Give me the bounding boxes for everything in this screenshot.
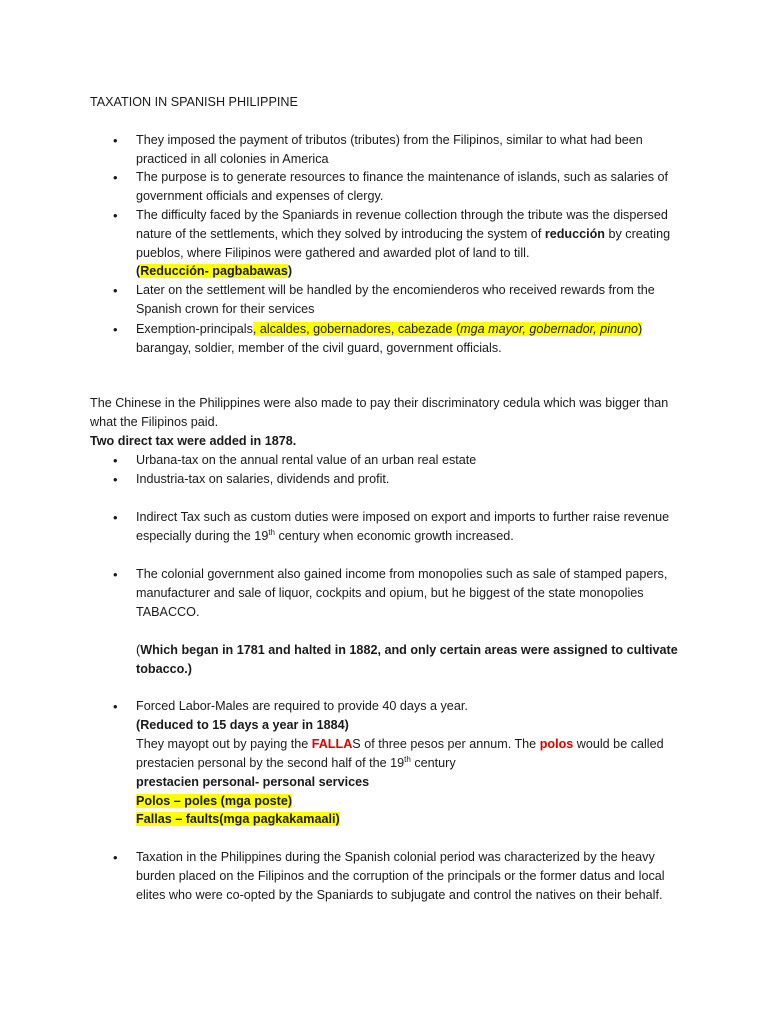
b3-line1: The difficulty faced by the Spaniards in revenue collection through the tribute was the dispersed (136, 208, 668, 222)
b9-line2: manufacturer and sale of liquor, cockpits and opium, but he biggest of the state monopolies (136, 586, 644, 600)
chinese-line2: what the Filipinos paid. (90, 415, 219, 429)
b9-paren-line1: (Which began in 1781 and halted in 1882, and only certain areas were assigned to cultivate (136, 643, 678, 657)
b3-highlight-note: (Reducción- pagbabawas) (136, 264, 293, 278)
b3-line3: pueblos, where Filipinos were gathered and awarded plot of land to till. (136, 246, 530, 260)
b10-line6: Polos – poles (mga poste) (136, 794, 293, 808)
b2-line2: government officials and expenses of clergy. (136, 189, 384, 203)
bullet-icon: • (113, 208, 118, 223)
bullet-icon: • (113, 283, 118, 298)
bullet-icon: • (113, 850, 118, 865)
bullet-icon: • (113, 699, 118, 714)
bullet-icon: • (113, 453, 118, 468)
b10-line7: Fallas – faults(mga pagkakamaali) (136, 812, 340, 826)
b6-line: Urbana-tax on the annual rental value of an urban real estate (136, 453, 477, 467)
b8-line2: especially during the 19th century when economic growth increased. (136, 527, 514, 543)
bullet-icon: • (113, 322, 118, 337)
bullet-icon: • (113, 510, 118, 525)
b4-line1: Later on the settlement will be handled by the encomienderos who received rewards from the (136, 283, 655, 297)
bullet-icon: • (113, 133, 118, 148)
document-title: TAXATION IN SPANISH PHILIPPINE (90, 95, 298, 109)
chinese-line1: The Chinese in the Philippines were also made to pay their discriminatory cedula which was bigger than (90, 396, 669, 410)
b4-line2: Spanish crown for their services (136, 302, 315, 316)
b8-line1: Indirect Tax such as custom duties were imposed on export and imports to further raise revenue (136, 510, 670, 524)
b11-line3: elites who were co-opted by the Spaniards to subjugate and control the natives on their behalf. (136, 888, 663, 902)
b11-line1: Taxation in the Philippines during the Spanish colonial period was characterized by the heavy (136, 850, 655, 864)
b2-line1: The purpose is to generate resources to finance the maintenance of islands, such as salaries of (136, 170, 669, 184)
b1-line1: They imposed the payment of tributos (tributes) from the Filipinos, similar to what had been (136, 133, 643, 147)
b10-line3: They mayopt out by paying the FALLAS of three pesos per annum. The polos would be called (136, 737, 664, 751)
b10-line1: Forced Labor-Males are required to provide 40 days a year. (136, 699, 468, 713)
b5-line2: barangay, soldier, member of the civil guard, government officials. (136, 341, 502, 355)
b10-line2: (Reduced to 15 days a year in 1884) (136, 718, 349, 732)
b9-paren-line2: tobacco.) (136, 662, 192, 676)
b1-line2: practiced in all colonies in America (136, 152, 329, 166)
b10-line4: prestacien personal by the second half of the 19th century (136, 754, 456, 770)
bullet-icon: • (113, 472, 118, 487)
b11-line2: burden placed on the Filipinos and the corruption of the principals or the former datus and local (136, 869, 665, 883)
b3-line2: nature of the settlements, which they solved by introducing the system of reducción by creating (136, 227, 671, 241)
b7-line: Industria-tax on salaries, dividends and profit. (136, 472, 390, 486)
b10-line5: prestacien personal- personal services (136, 775, 370, 789)
bullet-icon: • (113, 567, 118, 582)
direct-tax-heading: Two direct tax were added in 1878. (90, 434, 297, 448)
b5-line1: Exemption-principals, alcaldes, gobernadores, cabezade (mga mayor, gobernador, pinuno) (136, 322, 643, 336)
bullet-icon: • (113, 170, 118, 185)
b9-line1: The colonial government also gained income from monopolies such as sale of stamped papers, (136, 567, 668, 581)
b9-line3: TABACCO. (136, 605, 200, 619)
